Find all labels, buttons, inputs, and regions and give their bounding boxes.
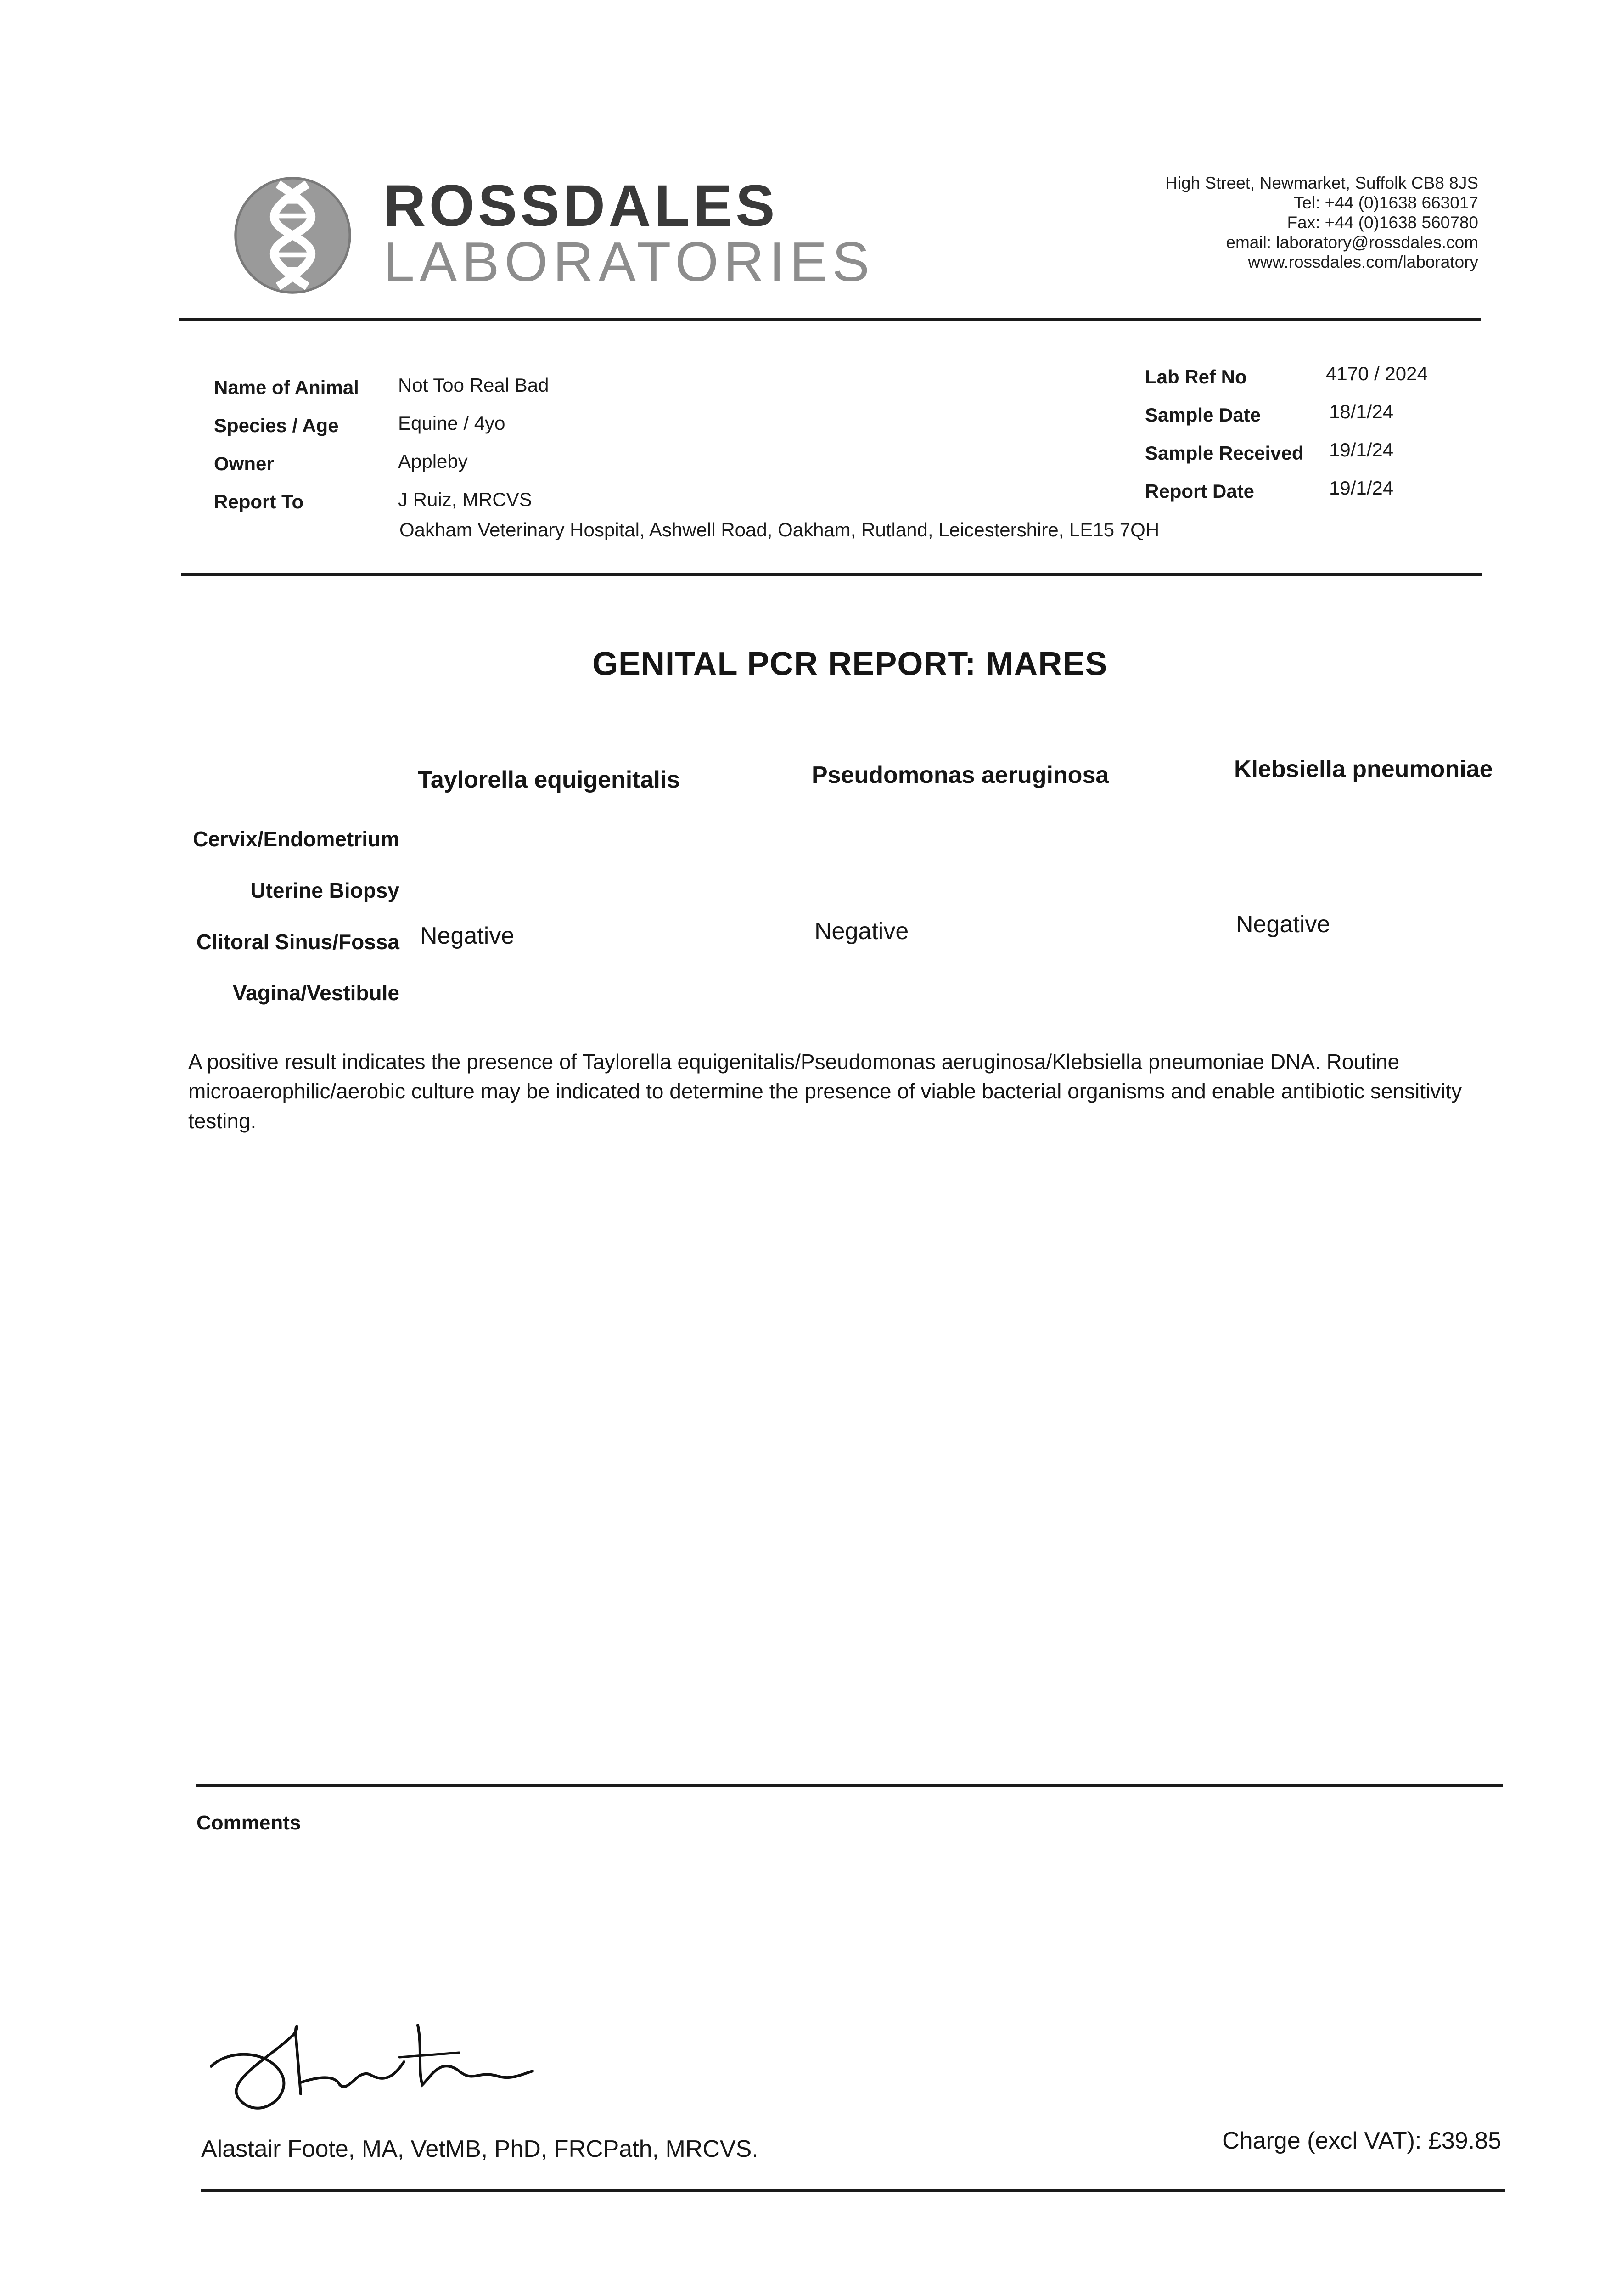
animal-name-value: Not Too Real Bad [398, 374, 549, 396]
lab-ref-label: Lab Ref No [1145, 366, 1247, 388]
column-header: Pseudomonas aeruginosa [812, 762, 1109, 788]
lab-website: www.rossdales.com/laboratory [1248, 253, 1478, 271]
result-klebsiella: Negative [1236, 911, 1330, 938]
details-divider [181, 573, 1482, 576]
header-divider [179, 318, 1481, 321]
report-date-label: Report Date [1145, 480, 1255, 502]
sample-date-label: Sample Date [1145, 404, 1261, 426]
owner-value: Appleby [398, 450, 468, 472]
owner-label: Owner [214, 453, 274, 474]
interpretation-note: A positive result indicates the presence of Taylorella equigenitalis/Pseudomonas aeruginosa/Klebsiella pneumoniae DNA. Routine microaerophilic/aerobic culture may be indicated to determine the presence of viable bacterial organisms and enable antibiotic sensitivity testing. [188, 1050, 1462, 1133]
lab-ref-value: 4170 / 2024 [1326, 363, 1428, 384]
signatory-name: Alastair Foote, MA, VetMB, PhD, FRCPath, MRCVS. [201, 2136, 758, 2162]
lab-fax: Fax: +44 (0)1638 560780 [1287, 213, 1478, 232]
result-pseudomonas: Negative [814, 918, 909, 945]
sample-received-value: 19/1/24 [1329, 439, 1394, 461]
lab-email: email: laboratory@rossdales.com [1226, 233, 1478, 252]
row-label: Vagina/Vestibule [232, 981, 399, 1005]
report-to-label: Report To [214, 491, 304, 512]
lab-tel: Tel: +44 (0)1638 663017 [1293, 193, 1478, 212]
species-age-value: Equine / 4yo [398, 412, 505, 434]
comments-divider [196, 1784, 1503, 1787]
footer-divider [201, 2189, 1505, 2192]
signature-icon [202, 2007, 542, 2126]
row-label: Clitoral Sinus/Fossa [196, 930, 399, 954]
sample-received-label: Sample Received [1145, 442, 1304, 464]
comments-label: Comments [196, 1812, 301, 1834]
row-label: Uterine Biopsy [250, 878, 399, 902]
row-label: Cervix/Endometrium [193, 827, 399, 851]
report-to-value: J Ruiz, MRCVS [398, 489, 532, 510]
report-title: GENITAL PCR REPORT: MARES [592, 646, 1108, 682]
dna-logo-icon [232, 174, 354, 296]
lab-address: High Street, Newmarket, Suffolk CB8 8JS [1165, 174, 1478, 192]
practice-address: Oakham Veterinary Hospital, Ashwell Road, Oakham, Rutland, Leicestershire, LE15 7QH [399, 519, 1160, 540]
brand-name: ROSSDALES [383, 173, 778, 239]
charge-amount: Charge (excl VAT): £39.85 [1222, 2127, 1501, 2154]
species-age-label: Species / Age [214, 415, 339, 436]
sample-date-value: 18/1/24 [1329, 401, 1394, 422]
brand-subtitle: LABORATORIES [383, 231, 875, 293]
column-header: Klebsiella pneumoniae [1234, 756, 1493, 782]
report-date-value: 19/1/24 [1329, 477, 1394, 499]
result-taylorella: Negative [420, 923, 515, 949]
column-header: Taylorella equigenitalis [418, 766, 680, 793]
animal-name-label: Name of Animal [214, 377, 359, 398]
